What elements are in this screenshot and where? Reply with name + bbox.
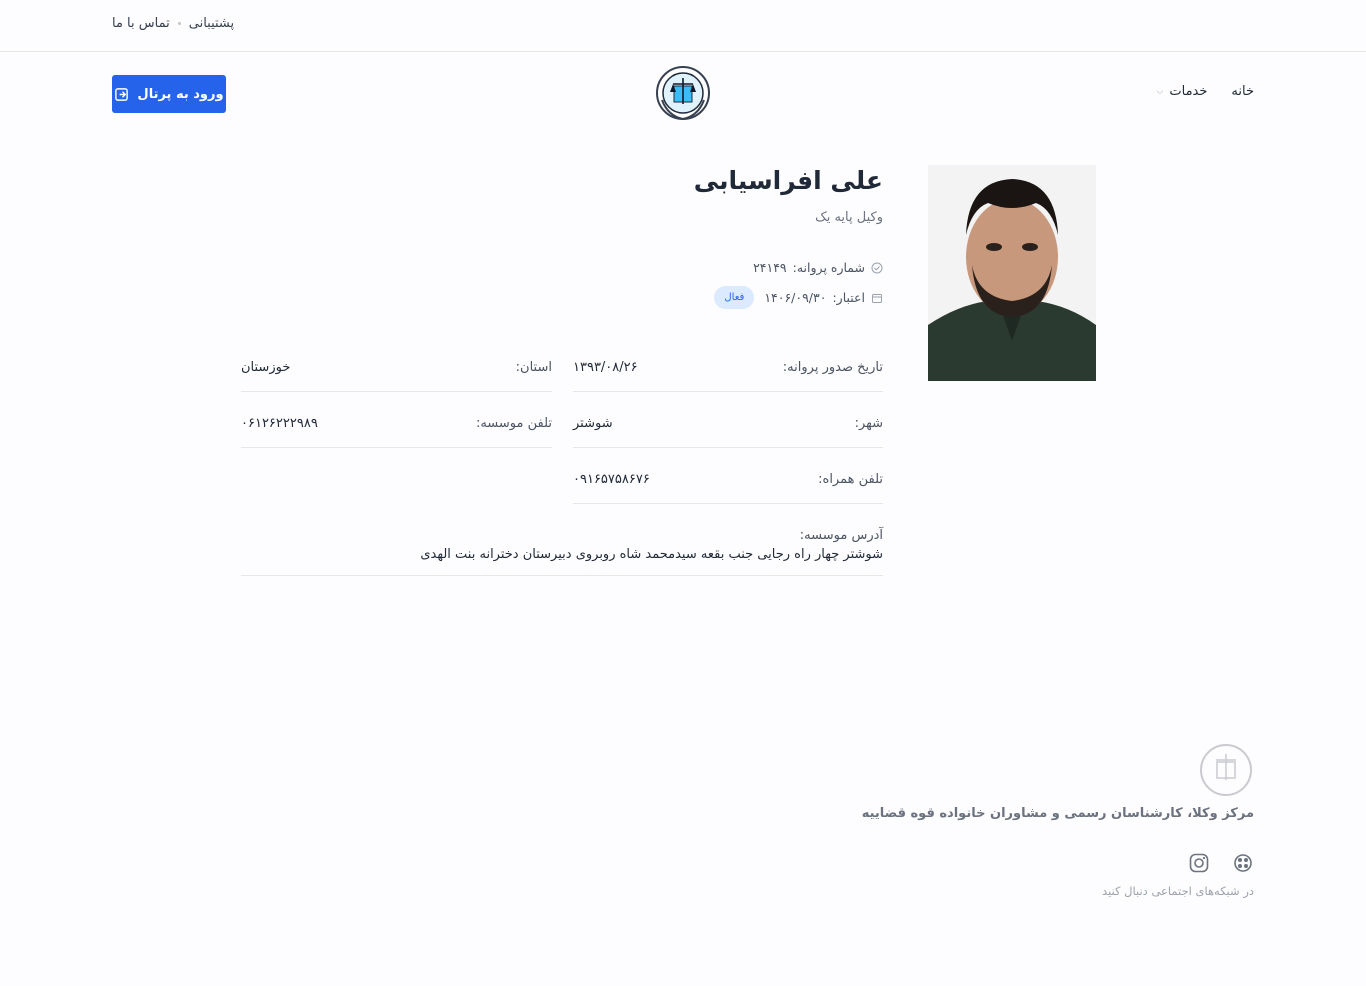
top-bar [0, 0, 1366, 52]
license-row [753, 260, 883, 275]
chevron-down-icon: ⌵ [1156, 86, 1164, 97]
login-icon [114, 87, 129, 102]
judiciary-logo[interactable] [654, 64, 712, 124]
city-value: شوشتر [573, 416, 613, 431]
main-menu [1157, 84, 1254, 99]
aparat-icon[interactable] [1232, 852, 1254, 874]
office-phone-value[interactable]: ۰۶۱۲۶۲۲۲۹۸۹ [241, 416, 318, 431]
province-field [241, 360, 552, 392]
office-phone-label: تلفن موسسه: [475, 416, 552, 431]
office-phone-field [241, 416, 552, 448]
city-field [573, 416, 883, 448]
main-navbar [0, 52, 1366, 136]
contact-link[interactable]: تماس با ما [112, 16, 170, 31]
nav-services[interactable] [1157, 84, 1208, 99]
support-link[interactable]: پشتیبانی [188, 16, 235, 31]
issue-date-value: ۱۳۹۳/۰۸/۲۶ [573, 360, 638, 375]
footer-title: مرکز وکلا، کارشناسان رسمی و مشاوران خانواده قوه قضاییه [861, 806, 1254, 821]
issue-date-field [573, 360, 883, 392]
lawyer-photo [928, 165, 1096, 381]
follow-text: در شبکه‌های اجتماعی دنبال کنید [1102, 884, 1254, 898]
address-label: آدرس موسسه: [799, 528, 883, 543]
address-value: شوشتر چهار راه رجایی جنب بقعه سیدمحمد شاه روبروی دبیرستان دخترانه بنت الهدی [420, 547, 883, 562]
nav-home[interactable]: خانه [1231, 84, 1254, 99]
check-circle-icon [871, 262, 883, 274]
mobile-field [573, 472, 883, 504]
city-label: شهر: [854, 416, 883, 431]
lawyer-title: وکیل پایه یک [815, 210, 883, 225]
top-links [112, 16, 234, 31]
mobile-label: تلفن همراه: [818, 472, 883, 487]
validity-row [714, 286, 883, 309]
province-value: خوزستان [241, 360, 291, 375]
validity-date: ۱۴۰۶/۰۹/۳۰ [764, 290, 827, 305]
social-links [1188, 852, 1254, 874]
address-field [241, 528, 883, 576]
nav-services-label: خدمات [1169, 84, 1208, 99]
license-label: شماره پروانه: [792, 260, 865, 275]
portal-login-button[interactable] [112, 75, 226, 113]
validity-label: اعتبار: [832, 290, 865, 305]
footer-logo [1198, 742, 1254, 798]
status-badge: فعال [714, 286, 754, 309]
province-label: استان: [515, 360, 552, 375]
lawyer-name: علی افراسیابی [693, 166, 883, 195]
calendar-icon [871, 292, 883, 304]
license-number: ۲۴۱۴۹ [753, 260, 787, 275]
separator-dot [178, 22, 181, 25]
mobile-value[interactable]: ۰۹۱۶۵۷۵۸۶۷۶ [573, 472, 650, 487]
issue-date-label: تاریخ صدور پروانه: [782, 360, 883, 375]
portal-login-label: ورود به پرتال [137, 86, 224, 102]
instagram-icon[interactable] [1188, 852, 1210, 874]
